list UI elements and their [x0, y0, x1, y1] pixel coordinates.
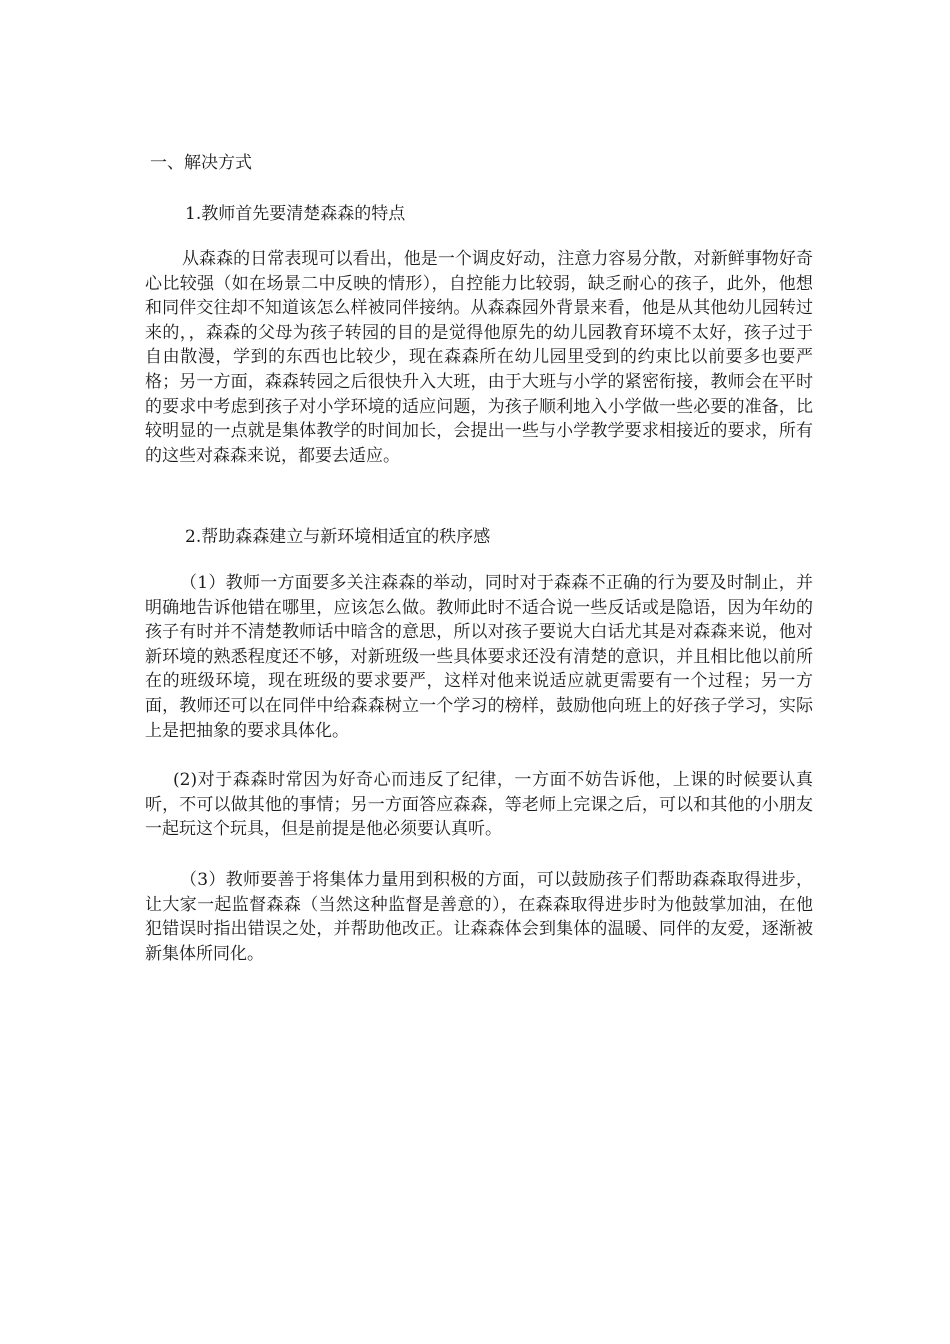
paragraph-point-1: （1）教师一方面要多关注森森的举动，同时对于森森不正确的行为要及时制止，并明确地告诉他错在哪里，应该怎么做。教师此时不适合说一些反话或是隐语，因为年幼的孩子有时并不清楚教师话中暗含的意思，所以对孩子要说大白话尤其是对森森来说，他对新环境的熟悉程度还不够，对新班级一些具体要求还没有清楚的意识，并且相比他以前所在的班级环境，现在班级的要求要严，这样对他来说适应就更需要有一个过程；另一方面，教师还可以在同伴中给森森树立一个学习的榜样，鼓励他向班上的好孩子学习，实际上是把抽象的要求具体化。: [145, 573, 813, 741]
subsection-heading-2: 2.帮助森森建立与新环境相适宜的秩序感: [185, 527, 491, 547]
paragraph-point-3: （3）教师要善于将集体力量用到积极的方面，可以鼓励孩子们帮助森森取得进步，让大家一起监督森森（当然这种监督是善意的），在森森取得进步时为他鼓掌加油，在他犯错误时指出错误之处，并帮助他改正。让森森体会到集体的温暖、同伴的友爱，逐渐被新集体所同化。: [145, 870, 813, 964]
section-heading: 一、解决方式: [150, 153, 252, 173]
paragraph-characteristics: 从森森的日常表现可以看出，他是一个调皮好动，注意力容易分散，对新鲜事物好奇心比较强（如在场景二中反映的情形），自控能力比较弱，缺乏耐心的孩子，此外，他想和同伴交往却不知道该怎么样被同伴接纳。从森森园外背景来看，他是从其他幼儿园转过来的，，森森的父母为孩子转园的目的是觉得他原先的幼儿园教育环境不太好，孩子过于自由散漫，学到的东西也比较少，现在森森所在幼儿园里受到的约束比以前要多也要严格；另一方面，森森转园之后很快升入大班，由于大班与小学的紧密衔接，教师会在平时的要求中考虑到孩子对小学环境的适应问题，为孩子顺利地入小学做一些必要的准备，比较明显的一点就是集体教学的时间加长，会提出一些与小学教学要求相接近的要求，所有的这些对森森来说，都要去适应。: [145, 249, 813, 466]
subsection-heading-1: 1.教师首先要清楚森森的特点: [185, 204, 406, 224]
paragraph-point-2: (2)对于森森时常因为好奇心而违反了纪律，一方面不妨告诉他，上课的时候要认真听，不可以做其他的事情；另一方面答应森森，等老师上完课之后，可以和其他的小朋友一起玩这个玩具，但是前提是他必须要认真听。: [145, 770, 813, 840]
